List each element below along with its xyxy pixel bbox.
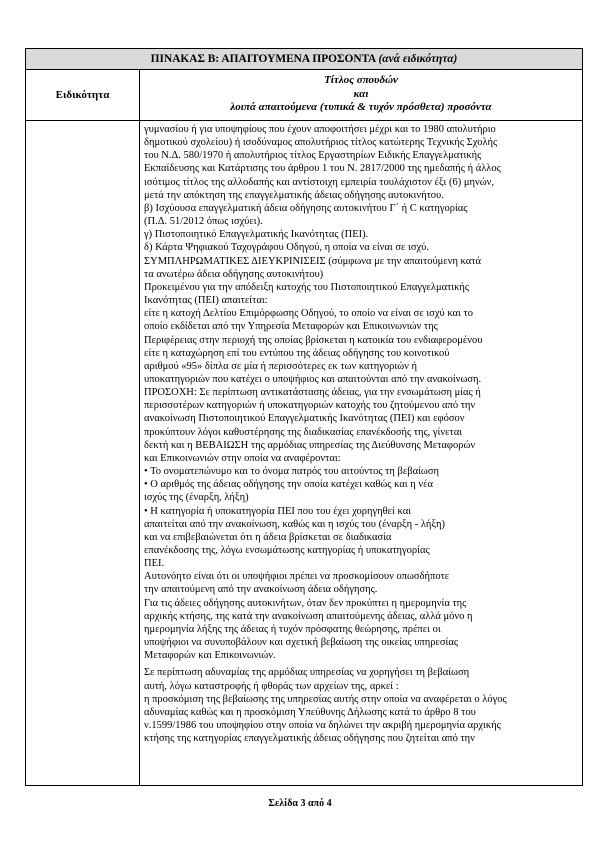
body-line: • Το ονοματεπώνυμο και το όνομα πατρός του αιτούντος τη βεβαίωση	[144, 466, 439, 478]
column-header-line-3: λοιπά απαιτούμενα (τυπικά & τυχόν πρόσθετα) προσόντα	[230, 101, 492, 113]
body-line: δημοτικού σχολείου) ή ισοδύναμος απολυτήριος τίτλος κατώτερης Τεχνικής Σχολής	[144, 137, 498, 149]
table-header-row	[26, 70, 582, 121]
body-line: δεκτή και η ΒΕΒΑΙΩΣΗ της αρμόδιας υπηρεσίας της Διεύθυνσης Μεταφορών	[144, 439, 476, 451]
body-line: τα ανωτέρω άδεια οδήγησης αυτοκινήτου)	[144, 268, 324, 280]
body-line: αριθμού «95» δίπλα σε μία ή περισσότερες εκ των κατηγοριών ή	[144, 360, 417, 372]
body-line: οποίο εκδίδεται από την Υπηρεσία Μεταφορών και Επικοινωνιών της	[144, 321, 438, 333]
table-title-sub: (ανά ειδικότητα)	[378, 53, 458, 65]
body-line: του Ν.Δ. 580/1970 ή απολυτήριος τίτλος Εργαστηρίων Ειδικής Επαγγελματικής	[144, 150, 482, 162]
column-header-line-2: και	[353, 87, 369, 100]
body-line: ημερομηνία λήξης της άδειας ή τυχόν πρόσφατης θεώρησης, πρέπει οι	[144, 623, 441, 635]
body-line: (Π.Δ. 51/2012 όπως ισχύει).	[144, 216, 263, 228]
table-title	[26, 49, 582, 70]
column-header-specialty: Ειδικότητα	[26, 70, 140, 120]
body-line: την απαιτούμενη από την ανακοίνωση άδεια οδήγησης.	[144, 584, 378, 596]
body-line: Εκπαίδευσης και Κατάρτισης του άρθρου 1 του Ν. 2817/2000 της ημεδαπής ή άλλος	[144, 163, 501, 175]
body-line: αρχικής κτήσης, της κατά την ανακοίνωση απαιτούμενης άδειας, αλλά μόνο η	[144, 610, 473, 622]
body-line: Περιφέρειας στην περιοχή της οποίας βρίσκεται η κατοικία του ενδιαφερομένου	[144, 334, 483, 346]
body-line: και να επιβεβαιώνεται ότι η άδεια βρίσκεται σε διαδικασία	[144, 531, 392, 543]
body-line: Μεταφορών και Επικοινωνιών.	[144, 650, 276, 662]
qualifications-cell	[144, 123, 580, 785]
body-line: ΣΥΜΠΛΗΡΩΜΑΤΙΚΕΣ ΔΙΕΥΚΡΙΝΙΣΕΙΣ (σύμφωνα με την απαιτούμενη κατά	[144, 255, 481, 267]
body-line: ισχύς της (έναρξη, λήξη)	[144, 492, 249, 504]
body-line: είτε η καταχώρηση επί του εντύπου της άδειας οδήγησης του κοινοτικού	[144, 347, 450, 359]
column-header-qualifications	[140, 70, 582, 120]
body-line: Προκειμένου για την απόδειξη κατοχής του Πιστοποιητικού Επαγγελματικής	[144, 281, 470, 293]
body-line: η προσκόμιση της βεβαίωσης της υπηρεσίας αυτής στην οποία να αναφέρεται ο λόγος	[144, 693, 507, 705]
specialty-cell	[26, 121, 140, 786]
table-title-main: ΠΙΝΑΚΑΣ Β: ΑΠΑΙΤΟΥΜΕΝΑ ΠΡΟΣΟΝΤΑ	[150, 53, 376, 65]
body-line: και Επικοινωνιών στην οποία να αναφέρονται:	[144, 452, 341, 464]
body-line: αδυναμίας καθώς και η προσκόμιση Υπεύθυνης Δήλωσης κατά το άρθρο 8 του	[144, 706, 476, 718]
body-line: Αυτονόητο είναι ότι οι υποψήφιοι πρέπει να προσκομίσουν οπωσδήποτε	[144, 571, 450, 583]
body-line: κτήσης της κατηγορίας επαγγελματικής άδειας οδήγησης που ζητείται από την	[144, 733, 475, 745]
body-line: ανακοίνωση Πιστοποιητικού Επαγγελματικής Ικανότητας (ΠΕΙ) και εφόσον	[144, 413, 465, 425]
body-line: περισσοτέρων κατηγοριών ή υποκατηγοριών κατοχής του ζητούμενου από την	[144, 400, 476, 412]
body-line: ΠΡΟΣΟΧΗ: Σε περίπτωση αντικατάστασης άδειας, για την ενσωμάτωση μίας ή	[144, 387, 481, 399]
column-header-line-1: Τίτλος σπουδών	[324, 74, 398, 86]
body-line: ΠΕΙ.	[144, 558, 165, 570]
body-line: αυτή, λόγω καταστροφής ή φθοράς των αρχείων της, αρκεί :	[144, 680, 399, 692]
body-line: • Η κατηγορία ή υποκατηγορία ΠΕΙ που του έχει χορηγηθεί και	[144, 505, 412, 517]
page-number: Σελίδα 3 από 4	[268, 798, 332, 809]
body-line: ισότιμος τίτλος της αλλοδαπής και αντίστοιχη εμπειρία τουλάχιστον έξι (6) μηνών,	[144, 176, 495, 188]
body-line: υποκατηγοριών που κατέχει ο υποψήφιος και απαιτούνται από την ανακοίνωση.	[144, 373, 482, 385]
body-line: γ) Πιστοποιητικό Επαγγελματικής Ικανότητας (ΠΕΙ).	[144, 229, 369, 241]
body-line: γυμνασίου ή για υποψηφίους που έχουν αποφοιτήσει μέχρι και το 1980 απολυτήριο	[144, 124, 496, 135]
body-line: είτε η κατοχή Δελτίου Επιμόρφωσης Οδηγού, το οποίο να είναι σε ισχύ και το	[144, 308, 473, 320]
body-line: ν.1599/1986 του υποψηφίου στην οποία να δηλώνει την ακριβή ημερομηνία αρχικής	[144, 720, 501, 732]
requirements-table	[25, 48, 583, 786]
body-line: απαιτείται από την ανακοίνωση, καθώς και η ισχύς του (έναρξη - λήξη)	[144, 518, 446, 530]
body-line: Για τις άδειες οδήγησης αυτοκινήτων, όταν δεν προκύπτει η ημερομηνία της	[144, 597, 467, 609]
body-line: Σε περίπτωση αδυναμίας της αρμόδιας υπηρεσίας να χορηγήσει τη βεβαίωση	[144, 667, 470, 679]
body-line: επανέκδοσης της, λόγω ενσωμάτωσης κατηγορίας ή υποκατηγορίας	[144, 545, 430, 556]
body-line: μετά την απόκτηση της επαγγελματικής άδειας οδήγησης αυτοκινήτου.	[144, 189, 444, 201]
body-line: β) Ισχύουσα επαγγελματική άδεια οδήγησης αυτοκινήτου Γ΄ ή C κατηγορίας	[144, 202, 468, 214]
body-line: Ικανότητας (ΠΕΙ) απαιτείται:	[144, 295, 268, 307]
body-line: • Ο αριθμός της άδειας οδήγησης την οποία κατέχει καθώς και η νέα	[144, 479, 434, 491]
body-line: υποψήφιοι να συνυποβάλουν και σχετική βεβαίωση της οικείας υπηρεσίας	[144, 637, 458, 649]
body-line: δ) Κάρτα Ψηφιακού Ταχογράφου Οδηγού, η οποία να είναι σε ισχύ.	[144, 242, 430, 254]
body-line: προκύπτουν λόγοι καθυστέρησης της διαδικασίας επανέκδοσής της, γίνεται	[144, 426, 463, 438]
